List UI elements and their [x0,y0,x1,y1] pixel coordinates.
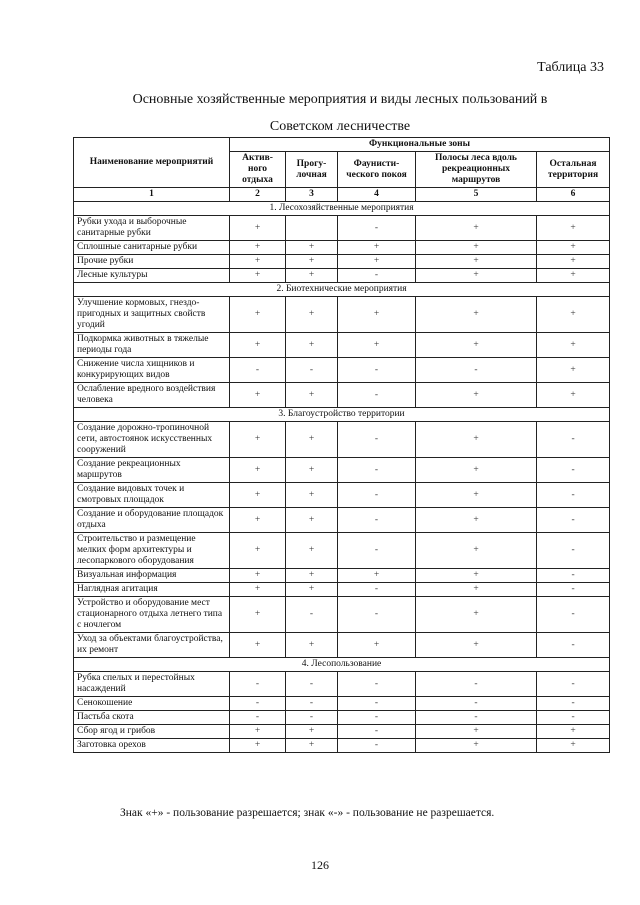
permission-mark: + [286,383,338,408]
permission-mark: - [338,422,416,458]
header-zone-4: Полосы леса вдоль рекреационных маршрутов [416,152,537,188]
table-row [74,383,610,408]
activity-name: Сбор ягод и грибов [74,725,230,739]
permission-mark: + [416,739,537,753]
permission-mark: + [338,241,416,255]
permission-mark: + [416,269,537,283]
permission-mark: + [416,569,537,583]
permission-mark: + [230,255,286,269]
permission-mark: + [416,597,537,633]
table-row [74,672,610,697]
permission-mark: + [230,569,286,583]
activity-name: Визуальная информация [74,569,230,583]
permission-mark: + [230,458,286,483]
section-title: 4. Лесопользование [74,658,610,672]
permission-mark: - [338,269,416,283]
table-row [74,508,610,533]
activity-name: Создание дорожно-тропиночной сети, автостоянок искусственных сооружений [74,422,230,458]
permission-mark: + [338,633,416,658]
permission-mark: - [537,597,610,633]
permission-mark: + [537,383,610,408]
permission-mark: + [230,297,286,333]
permission-mark: - [537,533,610,569]
permission-mark: + [416,725,537,739]
permission-mark: + [286,255,338,269]
permission-mark [286,216,338,241]
permission-mark: + [230,739,286,753]
table-body [74,202,610,753]
permission-mark: - [338,216,416,241]
activity-name: Сенокошение [74,697,230,711]
table-row [74,725,610,739]
table-row [74,739,610,753]
permission-mark: - [338,697,416,711]
permission-mark: + [537,241,610,255]
permission-mark: - [537,672,610,697]
table-row [74,255,610,269]
activity-name: Заготовка орехов [74,739,230,753]
permission-mark: + [537,297,610,333]
permission-mark: + [416,241,537,255]
permission-mark: + [416,483,537,508]
permission-mark: + [230,725,286,739]
permission-mark: + [286,533,338,569]
activity-name: Подкормка животных в тяжелые периоды года [74,333,230,358]
permission-mark: + [537,269,610,283]
header-zones-title: Функциональные зоны [230,138,610,152]
permission-mark: + [286,583,338,597]
permission-mark: - [230,358,286,383]
permission-mark: + [537,255,610,269]
table-row [74,569,610,583]
permission-mark: + [286,422,338,458]
permission-mark: - [230,711,286,725]
permission-mark: + [416,583,537,597]
permission-mark: + [286,508,338,533]
permission-mark: - [537,633,610,658]
permission-mark: + [286,483,338,508]
activity-name: Снижение числа хищников и конкурирующих видов [74,358,230,383]
permission-mark: - [537,458,610,483]
permission-mark: + [416,633,537,658]
page-title [70,86,610,140]
permission-mark: + [416,533,537,569]
activity-name: Рубки ухода и выборочные санитарные рубки [74,216,230,241]
activity-name: Улучшение кормовых, гнездо-пригодных и защитных свойств угодий [74,297,230,333]
activity-name: Пастьба скота [74,711,230,725]
permission-mark: - [338,483,416,508]
permission-mark: - [416,672,537,697]
permission-mark: - [338,739,416,753]
permission-mark: - [286,672,338,697]
activity-name: Ослабление вредного воздействия человека [74,383,230,408]
header-zone-3: Фаунисти-ческого покоя [338,152,416,188]
permission-mark: + [537,333,610,358]
permission-mark: + [537,739,610,753]
permission-mark: - [338,533,416,569]
activity-name: Создание рекреационных маршрутов [74,458,230,483]
permission-mark: - [338,383,416,408]
activity-name: Создание видовых точек и смотровых площадок [74,483,230,508]
permission-mark: - [537,422,610,458]
permission-mark: - [338,725,416,739]
section-row [74,202,610,216]
permission-mark: - [537,508,610,533]
column-number: 5 [416,188,537,202]
table-row [74,633,610,658]
activity-name: Сплошные санитарные рубки [74,241,230,255]
permission-mark: - [338,672,416,697]
column-number: 2 [230,188,286,202]
table-row [74,269,610,283]
column-number: 3 [286,188,338,202]
permission-mark: + [230,583,286,597]
table-row [74,483,610,508]
table-label: Таблица 33 [537,60,604,75]
permission-mark: - [338,508,416,533]
permission-mark: - [338,458,416,483]
permission-mark: + [338,297,416,333]
permission-mark: - [286,597,338,633]
permission-mark: + [286,569,338,583]
table-row [74,533,610,569]
permission-mark: - [286,711,338,725]
permission-mark: + [338,333,416,358]
title-line-1: Основные хозяйственные мероприятия и виды лесных пользований в [132,92,548,107]
permission-mark: + [230,216,286,241]
table-row [74,358,610,383]
header-zone-5: Остальная территория [537,152,610,188]
table-row [74,241,610,255]
permission-mark: + [230,241,286,255]
permission-mark: + [416,333,537,358]
permission-mark: - [416,711,537,725]
column-number: 1 [74,188,230,202]
permission-mark: + [416,458,537,483]
permission-mark: - [537,697,610,711]
permission-mark: + [416,422,537,458]
permission-mark: + [286,725,338,739]
permission-mark: + [537,725,610,739]
column-number: 4 [338,188,416,202]
activity-name: Устройство и оборудование мест стационарного отдыха летнего типа с ночлегом [74,597,230,633]
activity-name: Строительство и размещение мелких форм архитектуры и лесопаркового оборудования [74,533,230,569]
permission-mark: - [338,597,416,633]
permission-mark: + [286,269,338,283]
permission-mark: - [416,697,537,711]
table-row [74,458,610,483]
header-zone-1: Актив-ного отдыха [230,152,286,188]
activity-name: Наглядная агитация [74,583,230,597]
permission-mark: + [416,297,537,333]
permission-mark: - [230,697,286,711]
permission-mark: + [230,633,286,658]
table-row [74,422,610,458]
permission-mark: + [537,358,610,383]
permission-mark: - [338,583,416,597]
section-title: 2. Биотехнические мероприятия [74,283,610,297]
permission-mark: + [286,458,338,483]
permission-mark: + [416,216,537,241]
permission-mark: + [416,508,537,533]
permission-mark: + [416,255,537,269]
permission-mark: + [286,739,338,753]
header-zone-2: Прогу-лочная [286,152,338,188]
activities-table [73,137,610,753]
permission-mark: + [286,333,338,358]
permission-mark: + [230,597,286,633]
permission-mark: + [230,483,286,508]
header-name: Наименование мероприятий [74,138,230,188]
permission-mark: + [338,569,416,583]
section-title: 3. Благоустройство территории [74,408,610,422]
section-row [74,283,610,297]
permission-mark: + [338,255,416,269]
permission-mark: + [230,533,286,569]
table-row [74,216,610,241]
table-row [74,711,610,725]
title-line-2: Советском лесничестве [269,119,411,134]
column-number: 6 [537,188,610,202]
activity-name: Уход за объектами благоустройства, их ремонт [74,633,230,658]
permission-mark: + [537,216,610,241]
table-row [74,297,610,333]
permission-mark: + [286,633,338,658]
activity-name: Прочие рубки [74,255,230,269]
table-row [74,333,610,358]
permission-mark: + [416,383,537,408]
permission-mark: - [286,697,338,711]
permission-mark: - [537,711,610,725]
permission-mark: - [286,358,338,383]
section-row [74,408,610,422]
permission-mark: + [230,269,286,283]
permission-mark: - [537,569,610,583]
activity-name: Рубка спелых и перестойных насаждений [74,672,230,697]
activity-name: Лесные культуры [74,269,230,283]
permission-mark: + [286,297,338,333]
table-row [74,583,610,597]
permission-mark: - [338,358,416,383]
permission-mark: - [537,583,610,597]
permission-mark: + [230,383,286,408]
permission-mark: - [416,358,537,383]
permission-mark: + [286,241,338,255]
legend: Знак «+» - пользование разрешается; знак «-» - пользование не разрешается. [120,807,495,819]
permission-mark: - [230,672,286,697]
permission-mark: + [230,508,286,533]
permission-mark: - [537,483,610,508]
table-row [74,697,610,711]
section-title: 1. Лесохозяйственные мероприятия [74,202,610,216]
permission-mark: + [230,422,286,458]
table-row [74,597,610,633]
activity-name: Создание и оборудование площадок отдыха [74,508,230,533]
page-number: 126 [311,858,329,872]
section-row [74,658,610,672]
permission-mark: - [338,711,416,725]
permission-mark: + [230,333,286,358]
